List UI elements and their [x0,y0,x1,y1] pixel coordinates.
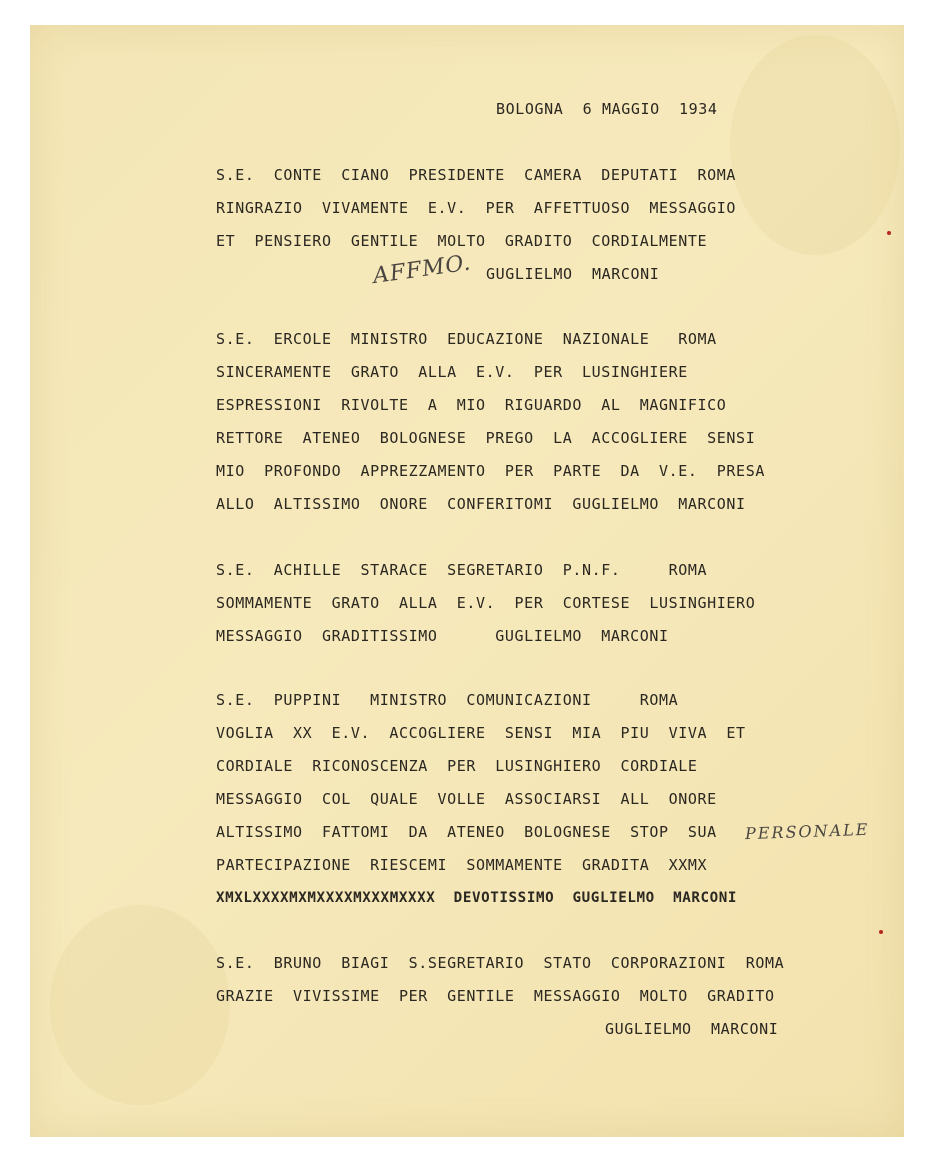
telegram-3-line-2: SOMMAMENTE GRATO ALLA E.V. PER CORTESE LUSINGHIERO [216,594,756,612]
telegram-5-signature: GUGLIELMO MARCONI [605,1020,779,1038]
telegram-2-line-4: RETTORE ATENEO BOLOGNESE PREGO LA ACCOGLIERE SENSI [216,429,756,447]
paper-stain [730,35,900,255]
telegram-5-line-2: GRAZIE VIVISSIME PER GENTILE MESSAGGIO MOLTO GRADITO [216,987,775,1005]
telegram-4-line-7: XMXLXXXXMXMXXXXMXXXMXXXX DEVOTISSIMO GUGLIELMO MARCONI [216,890,738,906]
date-line: BOLOGNA 6 MAGGIO 1934 [496,100,718,118]
telegram-4-line-6: PARTECIPAZIONE RIESCEMI SOMMAMENTE GRADITA XXMX [216,856,708,874]
telegram-4-line-1: S.E. PUPPINI MINISTRO COMUNICAZIONI ROMA [216,691,679,709]
paper-stain [50,905,230,1105]
telegram-3-line-3: MESSAGGIO GRADITISSIMO GUGLIELMO MARCONI [216,627,669,645]
telegram-2-line-6: ALLO ALTISSIMO ONORE CONFERITOMI GUGLIELMO MARCONI [216,495,746,513]
handwritten-affmo: AFFMO. [371,250,473,289]
telegram-5-line-1: S.E. BRUNO BIAGI S.SEGRETARIO STATO CORPORAZIONI ROMA [216,954,785,972]
telegram-1-line-3: ET PENSIERO GENTILE MOLTO GRADITO CORDIALMENTE [216,232,708,250]
ink-dot [879,930,883,934]
telegram-2-line-5: MIO PROFONDO APPREZZAMENTO PER PARTE DA V.E. PRESA [216,462,765,480]
telegram-1-line-2: RINGRAZIO VIVAMENTE E.V. PER AFFETTUOSO MESSAGGIO [216,199,737,217]
telegram-4-line-2: VOGLIA XX E.V. ACCOGLIERE SENSI MIA PIU VIVA ET [216,724,746,742]
telegram-2-line-3: ESPRESSIONI RIVOLTE A MIO RIGUARDO AL MAGNIFICO [216,396,727,414]
telegram-4-line-3: CORDIALE RICONOSCENZA PER LUSINGHIERO CORDIALE [216,757,698,775]
telegram-1-signature: GUGLIELMO MARCONI [486,265,660,283]
handwritten-personale: PERSONALE [744,819,870,844]
telegram-4-line-4: MESSAGGIO COL QUALE VOLLE ASSOCIARSI ALL ONORE [216,790,717,808]
telegram-1-line-1: S.E. CONTE CIANO PRESIDENTE CAMERA DEPUTATI ROMA [216,166,737,184]
telegram-2-line-1: S.E. ERCOLE MINISTRO EDUCAZIONE NAZIONALE ROMA [216,330,717,348]
telegram-3-line-1: S.E. ACHILLE STARACE SEGRETARIO P.N.F. ROMA [216,561,708,579]
ink-dot [887,231,891,235]
telegram-2-line-2: SINCERAMENTE GRATO ALLA E.V. PER LUSINGHIERE [216,363,688,381]
telegram-4-line-5: ALTISSIMO FATTOMI DA ATENEO BOLOGNESE STOP SUA [216,823,717,841]
